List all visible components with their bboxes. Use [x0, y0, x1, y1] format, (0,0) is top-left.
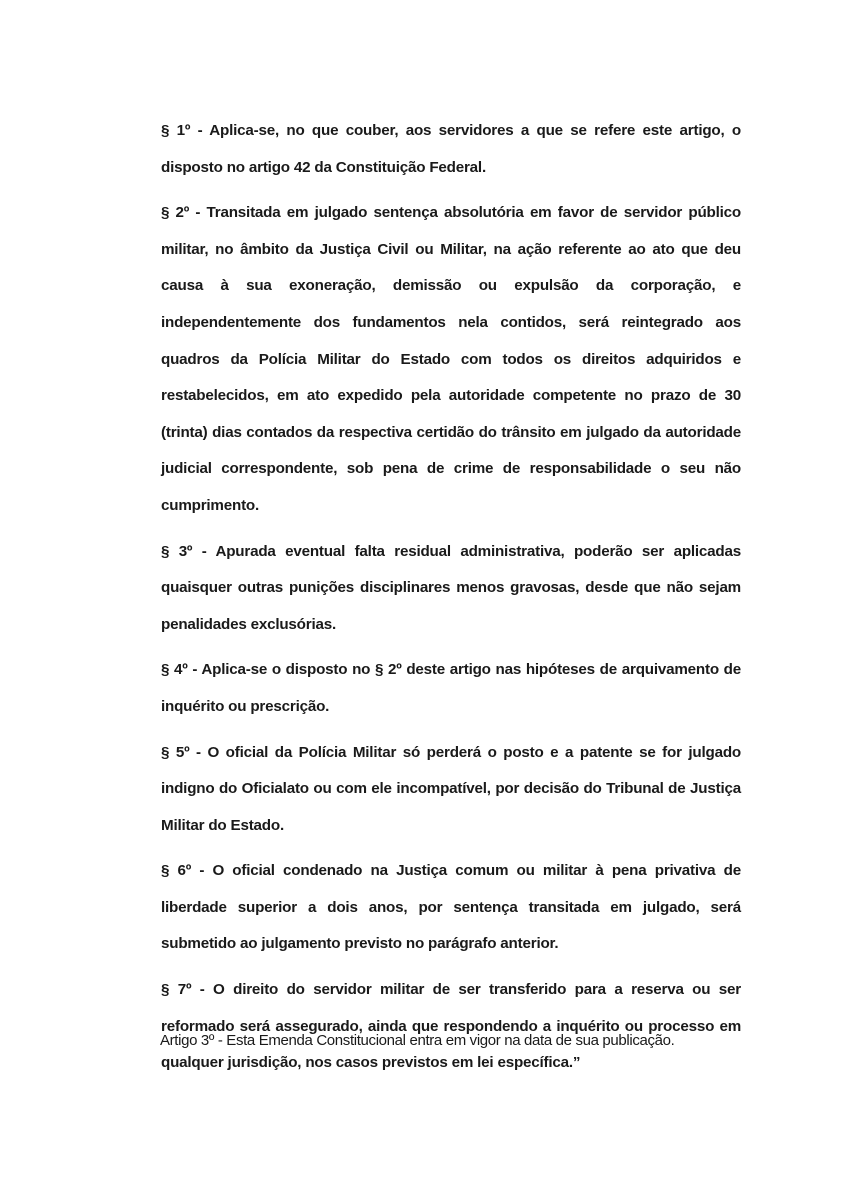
- paragraph-7: § 7º - O direito do servidor militar de ser transferido para a reserva ou ser reformado será assegurado, ainda que respondendo a inquérito ou processo em qualquer jurisdição, nos casos previstos em lei específica.”: [161, 981, 741, 1072]
- paragraph-4: § 4º - Aplica-se o disposto no § 2º deste artigo nas hipóteses de arquivamento de inquérito ou prescrição.: [161, 661, 741, 715]
- paragraph-6: § 6º - O oficial condenado na Justiça comum ou militar à pena privativa de liberdade superior a dois anos, por sentença transitada em julgado, será submetido ao julgamento previsto no parágrafo anterior.: [161, 862, 741, 953]
- paragraph-1: § 1º - Aplica-se, no que couber, aos servidores a que se refere este artigo, o disposto no artigo 42 da Constituição Federal.: [161, 122, 741, 176]
- paragraph-5: § 5º - O oficial da Polícia Militar só perderá o posto e a patente se for julgado indigno do Oficialato ou com ele incompatível, por decisão do Tribunal de Justiça Militar do Estado.: [161, 743, 741, 834]
- paragraph-3: § 3º - Apurada eventual falta residual administrativa, poderão ser aplicadas quaisquer outras punições disciplinares menos gravosas, desde que não sejam penalidades exclusórias.: [161, 542, 741, 633]
- article-3: Artigo 3º - Esta Emenda Constitucional entra em vigor na data de sua publicação.: [160, 1032, 675, 1049]
- paragraph-2: § 2º - Transitada em julgado sentença absolutória em favor de servidor público militar, no âmbito da Justiça Civil ou Militar, na ação referente ao ato que deu causa à sua exoneração, demissão ou expulsão da corporação, e independentemente dos fundamentos nela contidos, será reintegrado aos quadros da Polícia Militar do Estado com todos os direitos adquiridos e restabelecidos, em ato expedido pela autoridade competente no prazo de 30 (trinta) dias contados da respectiva certidão do trânsito em julgado da autoridade judicial correspondente, sob pena de crime de responsabilidade o seu não cumprimento.: [161, 204, 741, 514]
- document-body: [161, 113, 741, 1091]
